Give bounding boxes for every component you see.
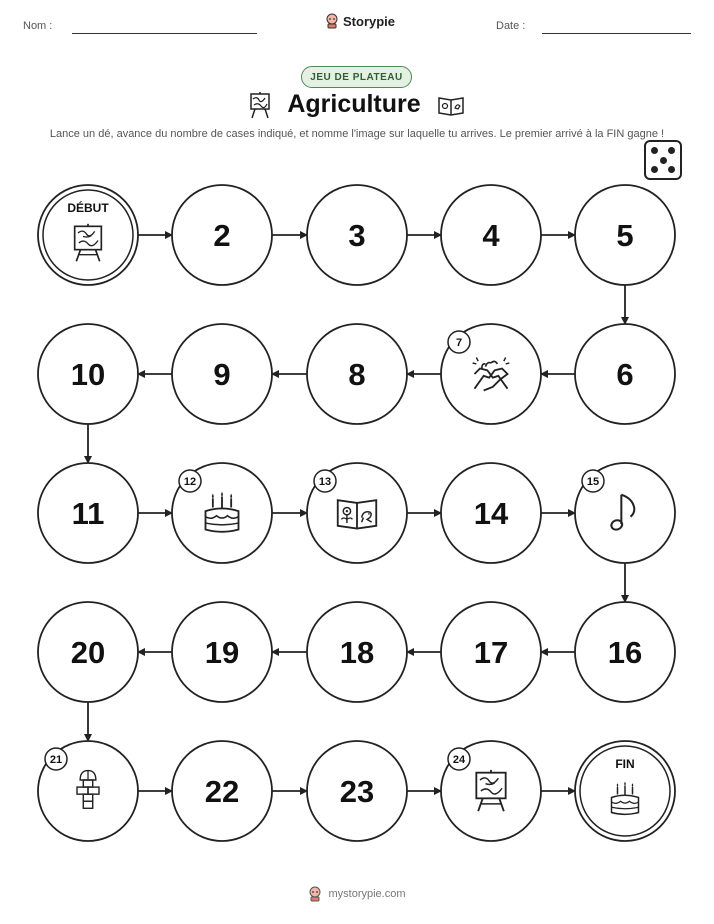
cell-number: 22 (204, 774, 240, 809)
page-title: Agriculture (287, 90, 421, 118)
board-cell-end[interactable] (575, 741, 675, 841)
name-label: Nom : (23, 20, 53, 32)
board-cell-4[interactable] (441, 185, 541, 285)
cell-number: 9 (213, 357, 231, 392)
cell-number: 2 (213, 218, 231, 253)
date-label: Date : (496, 20, 526, 32)
cell-number: 6 (616, 357, 634, 392)
cell-number: 8 (348, 357, 366, 392)
cell-number: 11 (71, 496, 105, 531)
cell-number-badge: 15 (586, 476, 600, 488)
cell-number-badge: 13 (318, 476, 332, 488)
board-cell-6[interactable] (575, 324, 675, 424)
cell-number: 14 (473, 496, 509, 531)
board-cell-11[interactable] (38, 463, 138, 563)
cell-number: 23 (339, 774, 375, 809)
board-cell-24[interactable] (441, 741, 541, 841)
cell-number: 4 (482, 218, 500, 253)
instructions: Lance un dé, avance du nombre de cases indiqué, et nomme l'image sur laquelle tu arrives. Le premier arrivé à la FIN gagne ! (49, 128, 665, 140)
cell-number: 20 (70, 635, 106, 670)
cell-number-badge: 21 (49, 754, 63, 766)
board-cell-start[interactable] (38, 185, 138, 285)
cell-number: 10 (70, 357, 106, 392)
board-cell-19[interactable] (172, 602, 272, 702)
cell-number: 18 (339, 635, 375, 670)
board-cell-15[interactable] (575, 463, 675, 563)
start-label: DÉBUT (67, 201, 109, 215)
board-cell-10[interactable] (38, 324, 138, 424)
cell-number: 17 (473, 635, 509, 670)
board-cell-2[interactable] (172, 185, 272, 285)
end-label: FIN (615, 757, 635, 771)
board-cell-16[interactable] (575, 602, 675, 702)
game-type-badge: JEU DE PLATEAU (301, 66, 412, 88)
footer (0, 886, 714, 902)
cell-number-badge: 12 (183, 476, 197, 488)
board-cell-12[interactable] (172, 463, 272, 563)
board-cell-14[interactable] (441, 463, 541, 563)
footer-url: mystorypie.com (328, 888, 406, 900)
board-cell-9[interactable] (172, 324, 272, 424)
cell-number-badge: 24 (452, 754, 466, 766)
board-cell-18[interactable] (307, 602, 407, 702)
board-cell-3[interactable] (307, 185, 407, 285)
storypie-mascot-icon (308, 886, 322, 902)
board-cell-8[interactable] (307, 324, 407, 424)
board-cell-7[interactable] (441, 324, 541, 424)
board-cell-22[interactable] (172, 741, 272, 841)
board-cell-20[interactable] (38, 602, 138, 702)
board-cell-17[interactable] (441, 602, 541, 702)
cell-number: 3 (348, 218, 366, 253)
cell-number: 5 (616, 218, 634, 253)
board-cell-5[interactable] (575, 185, 675, 285)
cell-number: 19 (204, 635, 240, 670)
brand-name: Storypie (343, 13, 396, 29)
board-cell-21[interactable] (38, 741, 138, 841)
cell-number: 16 (607, 635, 643, 670)
cell-number-badge: 7 (455, 337, 463, 349)
board-cell-13[interactable] (307, 463, 407, 563)
board-cell-23[interactable] (307, 741, 407, 841)
